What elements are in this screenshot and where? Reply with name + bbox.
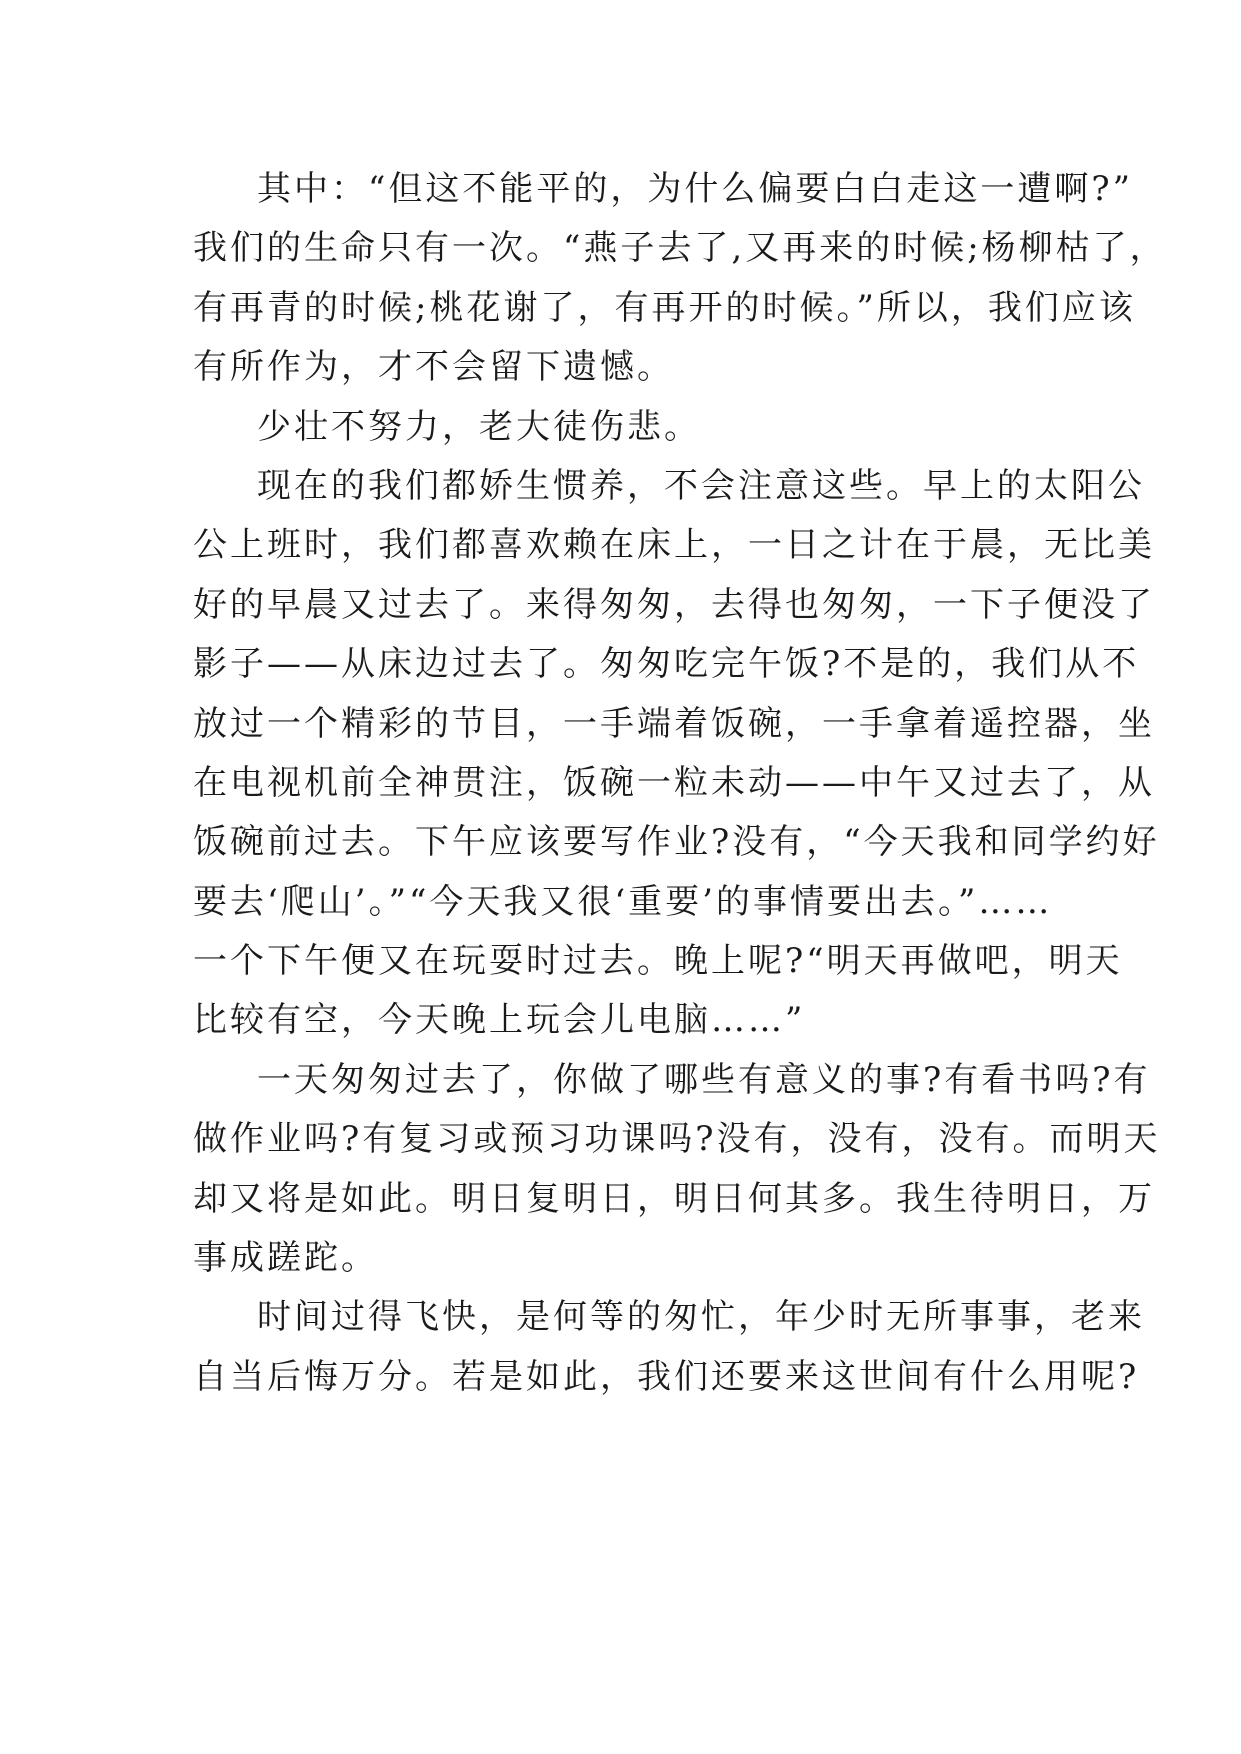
paragraph-line: 有所作为，才不会留下遗憾。 — [193, 347, 674, 388]
paragraph-line: 少壮不努力，老大徒伤悲。 — [257, 406, 701, 447]
paragraph-line: 放过一个精彩的节目，一手端着饭碗，一手拿着遥控器，坐 — [193, 703, 1155, 744]
paragraph-line: 时间过得飞快，是何等的匆忙，年少时无所事事，老来 — [257, 1297, 1145, 1338]
paragraph-line: 一个下午便又在玩耍时过去。晚上呢?“明天再做吧，明天 — [193, 941, 1123, 982]
paragraph-line: 自当后悔万分。若是如此，我们还要来这世间有什么用呢? — [193, 1356, 1140, 1397]
paragraph-line: 现在的我们都娇生惯养，不会注意这些。早上的太阳公 — [257, 465, 1145, 506]
paragraph-line: 我们的生命只有一次。“燕子去了,又再来的时候;杨柳枯了， — [193, 228, 1167, 269]
paragraph-line: 事成蹉跎。 — [193, 1238, 378, 1279]
paragraph-line: 有再青的时候;桃花谢了，有再开的时候。”所以，我们应该 — [193, 287, 1136, 328]
paragraph-line: 要去‘爬山’。”“今天我又很‘重要’的事情要出去。”…… — [193, 881, 1053, 922]
paragraph-line: 好的早晨又过去了。来得匆匆，去得也匆匆，一下子便没了 — [193, 584, 1155, 625]
paragraph-line: 其中：“但这不能平的，为什么偏要白白走这一遭啊?” — [257, 169, 1133, 209]
paragraph-line: 却又将是如此。明日复明日，明日何其多。我生待明日，万 — [193, 1178, 1155, 1219]
paragraph-line: 比较有空，今天晚上玩会儿电脑……” — [193, 1000, 806, 1041]
body-text — [193, 160, 1167, 1407]
paragraph-line: 饭碗前过去。下午应该要写作业?没有，“今天我和同学约好 — [193, 822, 1160, 863]
paragraph-line: 做作业吗?有复习或预习功课吗?没有，没有，没有。而明天 — [193, 1119, 1161, 1160]
paragraph-line: 影子——从床边过去了。匆匆吃完午饭?不是的，我们从不 — [193, 644, 1140, 685]
paragraph-line: 一天匆匆过去了，你做了哪些有意义的事?有看书吗?有 — [257, 1059, 1151, 1100]
paragraph-line: 在电视机前全神贯注，饭碗一粒未动——中午又过去了，从 — [193, 762, 1155, 803]
paragraph-line: 公上班时，我们都喜欢赖在床上，一日之计在于晨，无比美 — [193, 525, 1155, 566]
